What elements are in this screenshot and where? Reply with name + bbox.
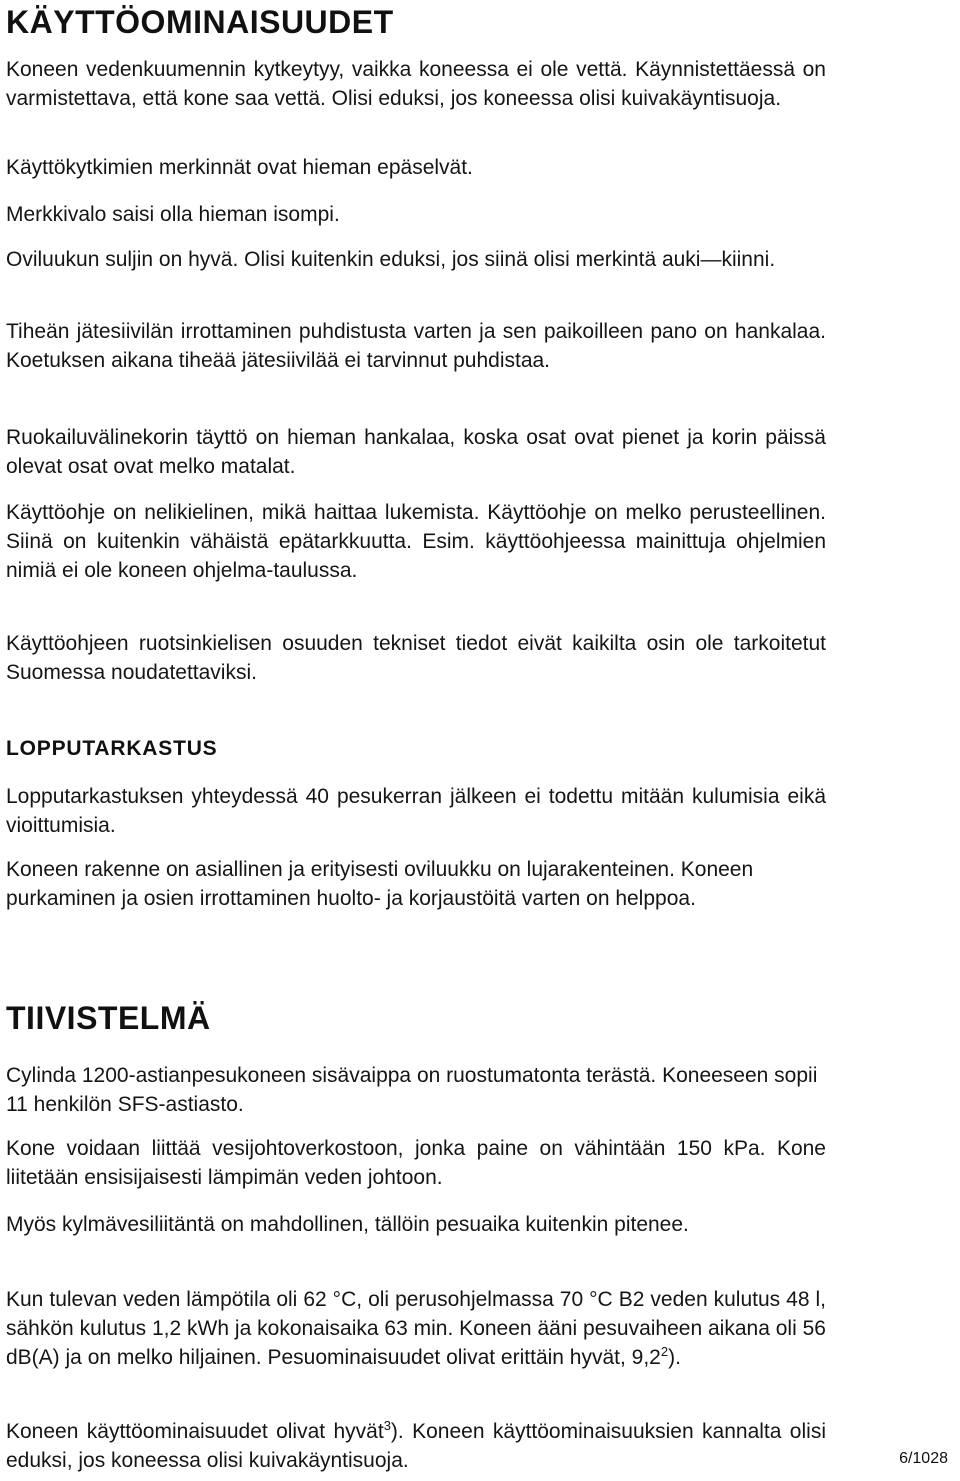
- summary-paragraph-3: Myös kylmävesiliitäntä on mahdollinen, tällöin pesuaika kuitenkin pitenee.: [6, 1213, 689, 1236]
- final-inspection-paragraph-2: Koneen rakenne on asiallinen ja erityisesti oviluukku on lujarakenteinen. Koneen purkaminen ja osien irrottaminen huolto- ja korjaustöitä varten on helppoa.: [6, 858, 754, 910]
- features-paragraph-7: Käyttöohje on nelikielinen, mikä haittaa lukemista. Käyttöohje on melko perusteellinen. Siinä on kuitenkin vähäistä epätarkkuutta. Esim. käyttöohjeessa mainittuja ohjelmien nimiä ei ole koneen ohjelma-taulussa.: [6, 501, 826, 582]
- features-paragraph-8: Käyttöohjeen ruotsinkielisen osuuden tekniset tiedot eivät kaikilta osin ole tarkoitetut Suomessa noudatettaviksi.: [6, 632, 826, 684]
- summary-paragraph-5: [6, 1417, 826, 1475]
- features-paragraph-5: Tiheän jätesiivilän irrottaminen puhdistusta varten ja sen paikoilleen pano on hankalaa. Koetuksen aikana tiheää jätesiivilää ei tarvinnut puhdistaa.: [6, 320, 826, 372]
- summary-paragraph-1: Cylinda 1200-astianpesukoneen sisävaippa on ruostumatonta terästä. Koneeseen sopii 11 henkilön SFS-astiasto.: [6, 1064, 818, 1116]
- footnote-2-marker: 2: [660, 1344, 669, 1359]
- summary-paragraph-4-end: ).: [668, 1346, 681, 1369]
- summary-paragraph-5-text: Koneen käyttöominaisuudet olivat hyvät: [6, 1420, 384, 1443]
- summary-paragraph-5-end: ). Koneen käyttöominaisuuksien kannalta olisi eduksi, jos koneessa olisi kuivakäyntisuoja.: [6, 1420, 826, 1472]
- summary-paragraph-4-text: Kun tulevan veden lämpötila oli 62 °C, oli perusohjelmassa 70 °C B2 veden kulutus 48 l, sähkön kulutus 1,2 kWh ja kokonaisaika 63 min. Koneen ääni pesuvaiheen aikana oli 56 dB(A) ja on melko hiljainen. Pesuominaisuudet olivat erittäin hyvät, 9,2: [6, 1288, 826, 1369]
- features-paragraph-3: Merkkivalo saisi olla hieman isompi.: [6, 203, 340, 226]
- features-paragraph-6: Ruokailuvälinekorin täyttö on hieman hankalaa, koska osat ovat pienet ja korin päissä olevat osat ovat melko matalat.: [6, 426, 826, 478]
- summary-paragraph-4: [6, 1285, 826, 1372]
- final-inspection-paragraph-1: Lopputarkastuksen yhteydessä 40 pesukerran jälkeen ei todettu mitään kulumisia eikä vioittumisia.: [6, 785, 826, 837]
- footnote-3-marker: 3: [383, 1418, 391, 1433]
- summary-heading: TIIVISTELMÄ: [6, 1000, 211, 1036]
- features-heading: KÄYTTÖOMINAISUUDET: [6, 4, 394, 40]
- features-paragraph-2: Käyttökytkimien merkinnät ovat hieman epäselvät.: [6, 156, 473, 179]
- summary-paragraph-2: Kone voidaan liittää vesijohtoverkostoon, jonka paine on vähintään 150 kPa. Kone liitetään ensisijaisesti lämpimän veden johtoon.: [6, 1137, 826, 1189]
- features-paragraph-4: Oviluukun suljin on hyvä. Olisi kuitenkin eduksi, jos siinä olisi merkintä auki—kiinni.: [6, 248, 776, 271]
- features-paragraph-1: Koneen vedenkuumennin kytkeytyy, vaikka koneessa ei ole vettä. Käynnistettäessä on varmistettava, että kone saa vettä. Olisi eduksi, jos koneessa olisi kuivakäyntisuoja.: [6, 58, 826, 110]
- final-inspection-heading: LOPPUTARKASTUS: [6, 737, 218, 760]
- page-number: 6/1028: [899, 1450, 948, 1467]
